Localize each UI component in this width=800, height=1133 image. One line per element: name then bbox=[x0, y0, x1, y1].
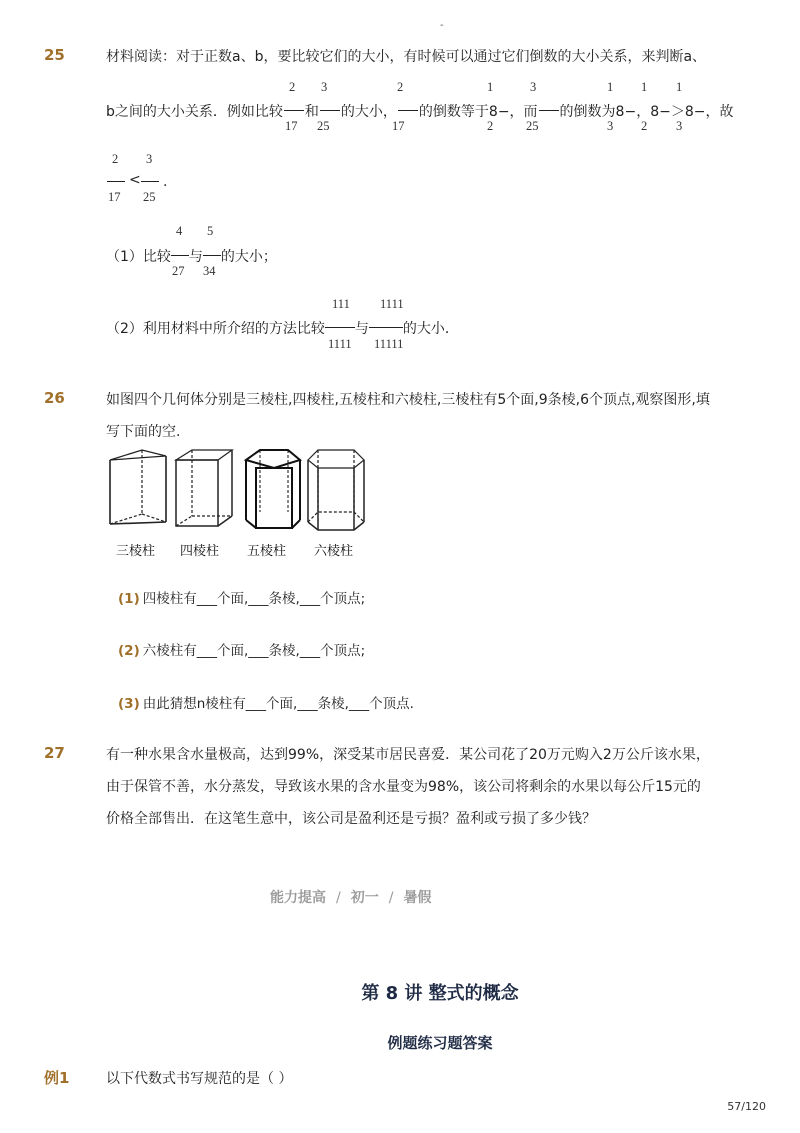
q25-sub2-f1-num: 111 bbox=[332, 297, 350, 311]
q25-sub1-f1-num: 4 bbox=[176, 224, 183, 238]
q25-line2-part: ，故 bbox=[705, 104, 734, 120]
q25-line2-part: 的倒数等于8 bbox=[418, 104, 498, 120]
less-than-sign: < bbox=[129, 172, 141, 188]
q25-sub2-f1-den: 1111 bbox=[328, 337, 352, 351]
footer-nav-separator: / bbox=[388, 890, 394, 906]
q26-part-2 bbox=[118, 639, 365, 659]
hexagonal-prism-figure bbox=[308, 450, 364, 530]
q25-conc-den1: 17 bbox=[108, 190, 121, 204]
q25-f3-den: 17 bbox=[392, 119, 405, 133]
q25-sub1-f1-den: 27 bbox=[172, 264, 185, 278]
fraction-bar bbox=[171, 255, 189, 256]
quadrangular-prism-figure bbox=[176, 450, 232, 526]
q25-f6-den: 3 bbox=[607, 119, 614, 133]
q27-line: 有一种水果含水量极高，达到99%，深受某市居民喜爱．某公司花了20万元购入2万公斤该水果， bbox=[106, 747, 710, 763]
q25-sub1 bbox=[106, 246, 277, 266]
q25-f5-den: 25 bbox=[526, 119, 539, 133]
q25-sub1-prefix: （1）比较 bbox=[106, 249, 171, 265]
footer-breadcrumb bbox=[270, 887, 431, 907]
q25-line2-part: ，8 bbox=[636, 104, 660, 120]
page-number: 57/120 bbox=[727, 1100, 766, 1113]
fraction-bar bbox=[320, 110, 340, 111]
q25-conc-num2: 3 bbox=[146, 152, 153, 166]
q25-f4-num: 1 bbox=[487, 80, 494, 94]
label-quadrangular-prism: 四棱柱 bbox=[180, 544, 220, 559]
q25-f6-num: 1 bbox=[607, 80, 614, 94]
q27-line: 由于保管不善，水分蒸发，导致该水果的含水量变为98%，该公司将剩余的水果以每公斤15元的 bbox=[106, 779, 701, 795]
q25-line2-part: b之间的大小关系．例如比较 bbox=[106, 104, 283, 120]
lecture-title: 第 8 讲 整式的概念 bbox=[361, 983, 519, 1004]
q26-part-number: (2) bbox=[118, 643, 140, 659]
footer-nav-item: 暑假 bbox=[403, 890, 432, 906]
question-number-27: 27 bbox=[44, 744, 65, 762]
q25-sub1-f2-num: 5 bbox=[207, 224, 214, 238]
q26-part-number: (1) bbox=[118, 591, 140, 607]
q25-f5-num: 3 bbox=[530, 80, 537, 94]
q25-conc-den2: 25 bbox=[143, 190, 156, 204]
q25-f3-num: 2 bbox=[397, 80, 404, 94]
footer-nav-item: 初一 bbox=[350, 890, 379, 906]
period: . bbox=[163, 174, 168, 190]
label-hexagonal-prism: 六棱柱 bbox=[314, 544, 354, 559]
fraction-bar bbox=[284, 110, 304, 111]
q25-sub2-f2-den: 11111 bbox=[374, 337, 404, 351]
q25-sub1-mid: 与 bbox=[188, 249, 203, 265]
fraction-dash: − bbox=[497, 104, 510, 120]
fraction-dash: − bbox=[693, 104, 706, 120]
q25-sub2-mid: 与 bbox=[354, 321, 369, 337]
fraction-bar bbox=[325, 327, 355, 328]
fraction-bar bbox=[539, 110, 559, 111]
q25-f2-den: 25 bbox=[317, 119, 330, 133]
prisms-figure bbox=[104, 446, 374, 536]
q25-sub2-prefix: （2）利用材料中所介绍的方法比较 bbox=[106, 321, 325, 337]
footer-nav-separator: / bbox=[336, 890, 341, 906]
triangular-prism-figure bbox=[110, 450, 166, 524]
q26-part-text: 四棱柱有___个面,___条棱,___个顶点; bbox=[142, 591, 366, 607]
q25-sub2-suffix: 的大小． bbox=[402, 321, 459, 337]
section-title: 例题练习题答案 bbox=[387, 1034, 493, 1052]
q25-f8-num: 1 bbox=[676, 80, 683, 94]
fraction-dash: − bbox=[659, 104, 671, 120]
q25-line2-part: 的大小， bbox=[340, 104, 397, 120]
q25-f1-den: 17 bbox=[285, 119, 298, 133]
pentagonal-prism-figure bbox=[246, 450, 300, 528]
q25-sub2 bbox=[106, 318, 459, 338]
q26-part-number: (3) bbox=[118, 696, 140, 712]
q25-f4-den: 2 bbox=[487, 119, 494, 133]
fraction-bar bbox=[141, 181, 159, 182]
fraction-bar bbox=[369, 327, 403, 328]
q25-sub1-f2-den: 34 bbox=[203, 264, 216, 278]
q25-f7-num: 1 bbox=[641, 80, 648, 94]
q26-part-text: 由此猜想n棱柱有___个面,___条棱,___个顶点. bbox=[142, 696, 414, 712]
q26-line1: 如图四个几何体分别是三棱柱,四棱柱,五棱柱和六棱柱,三棱柱有5个面,9条棱,6个顶点,观察图形,填 bbox=[106, 392, 710, 408]
top-mark: - bbox=[440, 20, 444, 31]
example-text: 以下代数式书写规范的是（ ） bbox=[106, 1071, 293, 1087]
q25-f7-den: 2 bbox=[641, 119, 648, 133]
q26-part-3 bbox=[118, 692, 414, 712]
label-pentagonal-prism: 五棱柱 bbox=[247, 544, 287, 559]
q26-line2: 写下面的空. bbox=[106, 424, 181, 440]
q25-line2-part: ，而 bbox=[509, 104, 538, 120]
q25-conc-num1: 2 bbox=[112, 152, 119, 166]
q25-line2-part: ＞8 bbox=[670, 104, 694, 120]
example-label: 例1 bbox=[44, 1069, 70, 1087]
question-number-25: 25 bbox=[44, 46, 65, 64]
q25-line1: 材料阅读：对于正数a、b，要比较它们的大小，有时候可以通过它们倒数的大小关系，来判断a、 bbox=[106, 49, 707, 65]
q25-line2-part: 的倒数为8 bbox=[559, 104, 625, 120]
fraction-bar bbox=[107, 181, 125, 182]
label-triangular-prism: 三棱柱 bbox=[116, 544, 156, 559]
q25-sub2-f2-num: 1111 bbox=[380, 297, 404, 311]
fraction-dash: − bbox=[624, 104, 637, 120]
q26-part-text: 六棱柱有___个面,___条棱,___个顶点; bbox=[142, 643, 366, 659]
question-number-26: 26 bbox=[44, 389, 65, 407]
footer-nav-item: 能力提高 bbox=[270, 890, 326, 906]
q25-f2-num: 3 bbox=[321, 80, 328, 94]
q27-line: 价格全部售出．在这笔生意中，该公司是盈利还是亏损？盈利或亏损了多少钱？ bbox=[106, 811, 596, 827]
q25-line2-part: 和 bbox=[304, 104, 319, 120]
fraction-bar bbox=[398, 110, 418, 111]
q26-part-1 bbox=[118, 587, 365, 607]
q25-f1-num: 2 bbox=[289, 80, 296, 94]
fraction-bar bbox=[203, 255, 221, 256]
q25-sub1-suffix: 的大小； bbox=[220, 249, 277, 265]
q25-line2 bbox=[106, 101, 734, 121]
q25-f8-den: 3 bbox=[676, 119, 683, 133]
